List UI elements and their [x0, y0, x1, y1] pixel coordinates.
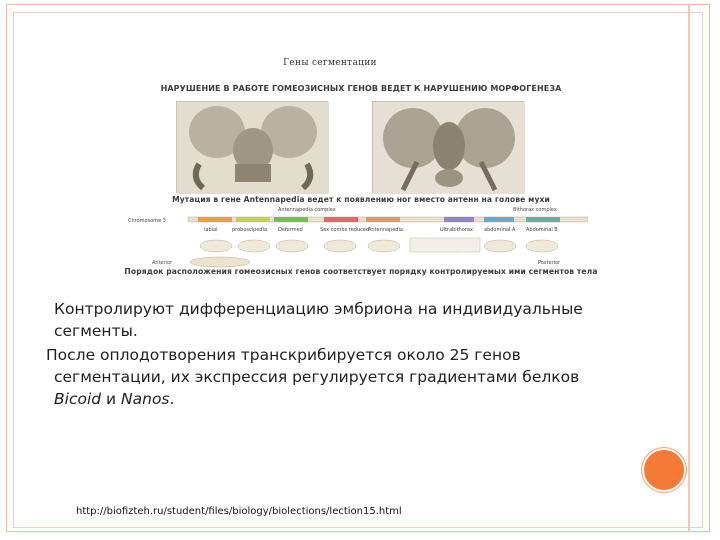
paragraph-1 — [46, 298, 686, 342]
figure — [58, 84, 664, 280]
diagram-label-antp: Antennapedia — [368, 227, 403, 233]
gene-segment-abda — [484, 217, 514, 222]
figure-caption-top: НАРУШЕНИЕ В РАБОТЕ ГОМЕОЗИСНЫХ ГЕНОВ ВЕДЕТ К НАРУШЕНИЮ МОРФОГЕНЕЗА — [160, 84, 562, 93]
diagram-label-scr: Sex combs reduced — [320, 227, 370, 233]
source-link[interactable]: http://biofizteh.ru/student/files/biology/biolections/lection15.html — [76, 506, 402, 517]
gene-segment-antp — [366, 217, 400, 222]
diagram-label-antp-complex: Antennapedia complex — [278, 207, 336, 213]
gene-segment-dfd — [274, 217, 308, 222]
embryo-row — [200, 240, 558, 252]
gene-segment-scr — [324, 217, 358, 222]
gene-nanos: Nanos — [121, 390, 170, 408]
paragraph-2-line-3 — [46, 388, 686, 410]
paragraph-2 — [46, 344, 686, 410]
diagram-label-chromosome: Chromosome 3 — [128, 218, 166, 224]
hox-gene-diagram — [128, 204, 588, 268]
figure-caption-bottom: Порядок расположения гомеозисных генов соответствует порядку контролируемых ими сегментов тела — [124, 267, 598, 276]
figure-caption-mid: Мутация в гене Antennapedia ведет к появлению ног вместо антенн на голове мухи — [172, 195, 550, 204]
gene-segment-abdb — [526, 217, 560, 222]
diagram-label-pb: proboscipedia — [232, 227, 268, 233]
slide-title: Гены сегментации — [283, 58, 377, 68]
sentence-end: . — [169, 390, 175, 408]
gene-segment-pb — [236, 217, 270, 222]
diagram-label-lab: labial — [204, 227, 218, 233]
paragraph-1-line-2: сегменты. — [54, 322, 138, 340]
fly-head-photo-normal — [176, 101, 328, 193]
paragraph-2-line-2: сегментации, их экспрессия регулируется градиентами белков — [54, 368, 580, 386]
gene-bicoid: Bicoid — [54, 390, 102, 408]
diagram-label-anterior: Anterior — [152, 260, 173, 266]
fly-embryo-drawing — [190, 257, 250, 267]
diagram-label-ubx: Ultrabithorax — [440, 227, 473, 233]
gene-segment-ubx — [444, 217, 474, 222]
paragraph-1-line-1: Контролируют дифференциацию эмбриона на индивидуальные — [54, 300, 583, 318]
diagram-label-dfd: Deformed — [278, 227, 303, 233]
diagram-label-bx-complex: Bithorax complex — [513, 207, 557, 213]
decorative-circle — [642, 448, 686, 492]
gene-segment-lab — [198, 217, 232, 222]
fly-head-photo-mutant — [372, 101, 524, 193]
diagram-label-posterior: Posterior — [538, 260, 561, 266]
paragraph-2-line-1: После оплодотворения транскрибируется около 25 генов — [46, 346, 521, 364]
body-text — [46, 298, 686, 412]
diagram-note-box — [410, 238, 480, 252]
conjunction: и — [101, 390, 122, 408]
diagram-label-abdb: Abdominal B — [526, 227, 558, 233]
diagram-label-abda: abdominal A — [484, 227, 516, 233]
accent-rule — [688, 4, 690, 532]
